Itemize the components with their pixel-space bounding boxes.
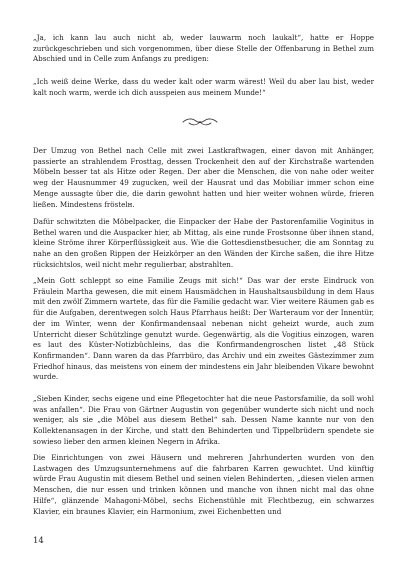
page-number: 14 (33, 536, 44, 546)
paragraph-5: „Mein Gott schleppt so eine Familie Zeugs mit sich!“ Das war der erste Eindruck von Fräulein Martha gewesen, die mit einem Hausmädchen in Haushaltsausbildung in dem Haus mit den zwölf Zimmern wartete, das für die Familie gedacht war. Vier weitere Räumen gab es für die Aufgaben, derentwegen solch Haus Pfarrhaus heißt: Der Warteraum vor der Innentür, der im Winter, wenn der Konfirmandensaal nebenan nicht geheizt wurde, auch zum Unterricht dieser Schützlinge genutzt wurde. Gegenwärtig, als die Vogitius einzogen, waren es laut des Küster-Notizbüchleins, das die Konfirmandengroschen listet „48 Stück Konfirmanden“. Dann waren da das Pfarrbüro, das Archiv und ein zweites Gästezimmer zum Friedhof hinaus, das meistens von einem der mindestens ein Jahr bleibenden Vikare bewohnt wurde. (33, 276, 374, 382)
paragraph-1: „Ja, ich kann lau auch nicht ab, weder lauwarm noch laukalt“, hatte er Hoppe zurückgeschrieben und sich vorgenommen, über diese Stelle der Offenbarung in Bethel zum Abschied und in Celle zum Anfangs zu predigen: (33, 33, 374, 64)
paragraph-3: Der Umzug von Bethel nach Celle mit zwei Lastkraftwagen, einer davon mit Anhänger, passierte an strahlendem Frosttag, dessen Trockenheit den auf der Kirchstraße wartenden Möbeln besser tat als Hitze oder Regen. Der aber die Menschen, die von nahe oder weiter weg der Hausnummer 49 zugucken, weil der Hausrat und das Mobiliar immer schon eine Menge aussagte über die, die darin gewohnt hatten und hier weiter wohnen würde, frieren ließen. Mindestens fröstelн. (33, 146, 374, 209)
paragraph-4: Dafür schwitzten die Möbelpacker, die Einpacker der Habe der Pastorenfamilie Voginitus in Bethel waren und die Auspacker hier, ab Mittag, als eine runde Frostsonne über ihnen stand, kleine Ströme ihrer Körperflüssigkeit aus. Wie die Gottesdienstbesucher, die am Sonntag zu nahe an den großen Rippen der Heizkörper an den Wänden der Kirche saßen, die ihre Hitze rücksichtslos, weil nicht mehr regulierbar, abstrahlten. (33, 217, 374, 269)
decorative-flourish-icon (180, 117, 220, 127)
paragraph-6: „Sieben Kinder, sechs eigene und eine Pflegetochter hat die neue Pastorsfamilie, da soll wohl was anfallen“. Die Frau von Gärtner Augustin von gegenüber wunderte sich nicht und noch weniger, als sie „die Möbel aus diesem Bethel“ sah. Dessen Name kannte nur von den Kollektenansagen in der Kirche, und statt den Behinderten und Tippelbrüdern spendete sie sowieso lieber den armen kleinen Negern in Afrika. (33, 394, 374, 446)
paragraph-2-bible-quote: „Ich weiß deine Werke, dass du weder kalt oder warm wärest! Weil du aber lau bist, weder kalt noch warm, werde ich dich ausspeien aus meinem Munde!“ (33, 77, 374, 97)
paragraph-7: Die Einrichtungen von zwei Häusern und mehreren Jahrhunderten wurden von den Lastwagen des Umzugsunternehmens auf die fahrbaren Karren gewuchtet. Und künftig würde Frau Augustin mit diesem Bethel und seinen vielen Behinderten, „diesen vielen armen Menschen, die nur essen und trinken können und manche von ihnen nicht mal das ohne Hilfe“, glänzende Mahagoni-Möbel, sechs Eichenstühle mit Flechtbezug, ein schwarzes Klavier, ein braunes Klavier, ein Harmonium, zwei Eichenbetten und (33, 453, 374, 516)
